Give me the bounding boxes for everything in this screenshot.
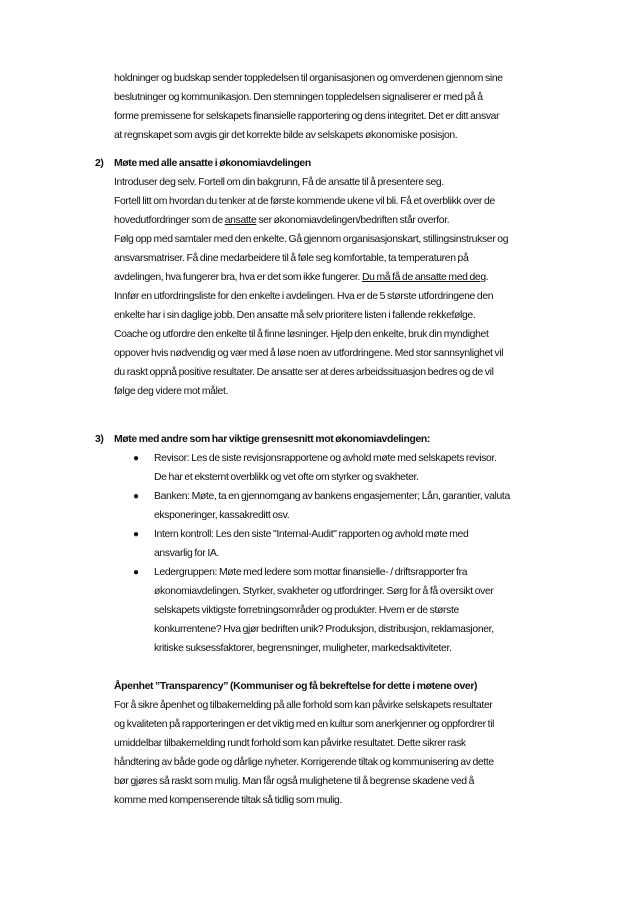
bullet-line: økonomiavdelingen. Styrker, svakheter og utfordringer. Sørg for å få oversikt over [154, 586, 494, 597]
openness-heading: Åpenhet ”Transparency” (Kommuniser og få bekreftelse for dette i møtene over) [114, 681, 478, 692]
openness-line: komme med kompenserende tiltak så tidlig som mulig. [114, 795, 343, 806]
section-2-line: hovedutfordringer som de ansatte ser økonomiavdelingen/bedriften står overfor. [114, 215, 450, 226]
bullet-line: selskapets viktigste forretningsområder og produkter. Hvem er de største [154, 605, 459, 616]
section-2-line: avdelingen, hva fungerer bra, hva er det som ikke fungerer. Du må få de ansatte med deg. [114, 272, 489, 283]
section-3-number: 3) [95, 434, 104, 445]
section-2-line: Fortell litt om hvordan du tenker at de første kommende ukene vil bli. Få et overblikk over de [114, 196, 495, 207]
bullet-line: Banken: Møte, ta en gjennomgang av bankens engasjementer; Lån, garantier, valuta [154, 491, 510, 502]
bullet-line: kritiske suksessfaktorer, begrensninger, muligheter, markedsaktiviteter. [154, 643, 452, 654]
bullet-line: eksponeringer, kassakreditt osv. [154, 510, 290, 521]
section-2-line: enkelte har i sin daglige jobb. Den ansatte må selv prioritere listen i fallende rekkefølge. [114, 310, 476, 321]
bullet-line: Intern kontroll: Les den siste "Internal-Audit" rapporten og avhold møte med [154, 529, 469, 540]
intro-line: forme premissene for selskapets finansielle rapportering og dens integritet. Det er ditt ansvar [114, 111, 500, 122]
bullet-icon: ● [133, 529, 139, 540]
bullet-icon: ● [133, 453, 139, 464]
section-3-heading: Møte med andre som har viktige grensesnitt mot økonomiavdelingen: [114, 434, 430, 445]
bullet-line: ansvarlig for IA. [154, 548, 220, 559]
intro-line: holdninger og budskap sender toppledelsen til organisasjonen og omverdenen gjennom sine [114, 73, 503, 84]
underlined-emphasis: Du må få de ansatte med deg [361, 272, 486, 283]
section-2-number: 2) [95, 158, 104, 169]
section-2-line: Følg opp med samtaler med den enkelte. Gå gjennom organisasjonskart, stillingsinstrukser og [114, 234, 509, 245]
section-2-line: ansvarsmatriser. Få dine medarbeidere til å føle seg komfortable, ta temperaturen på [114, 253, 469, 264]
bullet-line: konkurrentene? Hva gjør bedriften unik? Produksjon, distribusjon, reklamasjoner, [154, 624, 494, 635]
section-2-line: oppover hvis nødvendig og vær med å løse noen av utfordringene. Med stor sannsynlighet vil [114, 348, 504, 359]
openness-line: bør gjøres så raskt som mulig. Man får også mulighetene til å begrense skadene ved å [114, 776, 475, 787]
intro-line: at regnskapet som avgis gir det korrekte bilde av selskapets økonomiske posisjon. [114, 130, 458, 141]
openness-line: og kvaliteten på rapporteringen er det viktig med en kultur som anerkjenner og oppfordrer til [114, 719, 495, 730]
intro-line: beslutninger og kommunikasjon. Den stemningen toppledelsen signaliserer er med på å [114, 92, 483, 103]
bullet-icon: ● [133, 491, 139, 502]
section-2-line: Innfør en utfordringsliste for den enkelte i avdelingen. Hva er de 5 største utfordringene den [114, 291, 494, 302]
underlined-term: ansatte [224, 215, 257, 226]
bullet-icon: ● [133, 567, 139, 578]
openness-line: For å sikre åpenhet og tilbakemelding på alle forhold som kan påvirke selskapets resultater [114, 700, 493, 711]
section-2-line: følge deg videre mot målet. [114, 386, 229, 397]
openness-line: umiddelbar tilbakemelding rundt forhold som kan påvirke resultatet. Dette sikrer rask [114, 738, 466, 749]
section-2-line: Introduser deg selv. Fortell om din bakgrunn, Få de ansatte til å presentere seg. [114, 177, 444, 188]
bullet-line: De har et eksternt overblikk og vet ofte om styrker og svakheter. [154, 472, 419, 483]
section-2-heading: Møte med alle ansatte i økonomiavdelingen [114, 158, 311, 169]
section-2-line: du raskt oppnå positive resultater. De ansatte ser at deres arbeidssituasjon bedres og de vil [114, 367, 494, 378]
openness-line: håndtering av både gode og dårlige nyheter. Korrigerende tiltak og kommunisering av dette [114, 757, 494, 768]
bullet-line: Ledergruppen: Møte med ledere som mottar finansielle- / driftsrapporter fra [154, 567, 468, 578]
section-2-line: Coache og utfordre den enkelte til å finne løsninger. Hjelp den enkelte, bruk din myndighet [114, 329, 489, 340]
bullet-line: Revisor: Les de siste revisjonsrapportene og avhold møte med selskapets revisor. [154, 453, 497, 464]
